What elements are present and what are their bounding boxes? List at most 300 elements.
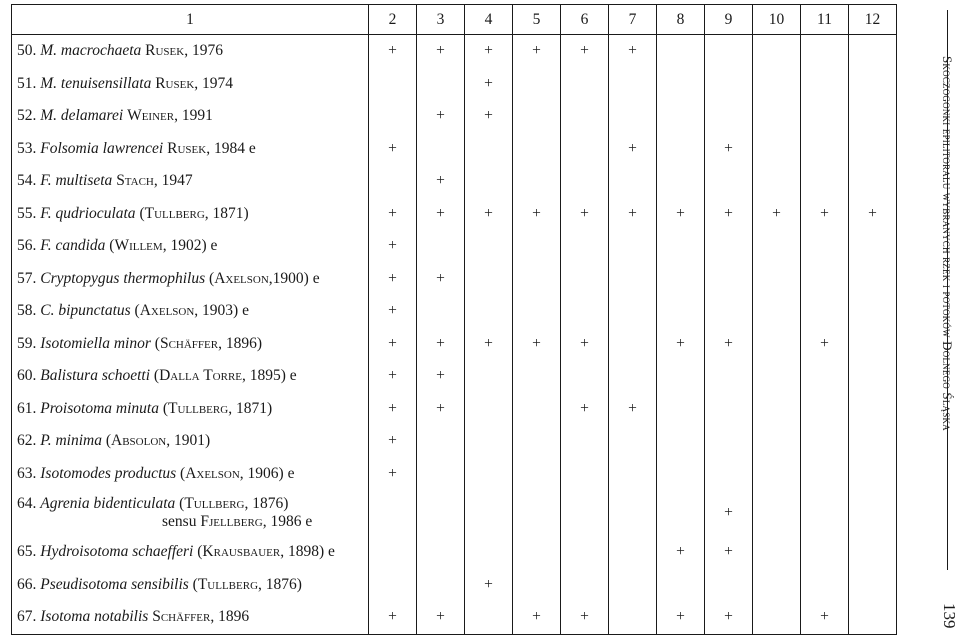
presence-cell (849, 458, 897, 491)
presence-cell (657, 458, 705, 491)
author-name: (Tullberg (162, 399, 229, 417)
author-name: (Tullberg (139, 204, 205, 222)
column-header: 2 (369, 5, 417, 35)
presence-cell: + (657, 198, 705, 231)
species-name: Agrenia bidenticulata (40, 495, 176, 512)
species-cell (12, 393, 369, 426)
presence-cell: + (801, 198, 849, 231)
presence-cell (465, 263, 513, 296)
species-line (17, 576, 302, 593)
species-cell (12, 425, 369, 458)
species-line (17, 335, 262, 352)
column-header: 4 (465, 5, 513, 35)
author-year: , 1906) e (239, 464, 295, 482)
author-name: (Axelson (180, 464, 240, 482)
presence-cell (753, 263, 801, 296)
presence-cell (849, 536, 897, 569)
author-year: , 1896) (218, 334, 263, 352)
row-number: 62. (17, 432, 37, 450)
presence-cell (369, 569, 417, 602)
presence-cell: + (513, 601, 561, 634)
presence-cell (657, 35, 705, 68)
species-line (17, 608, 249, 625)
species-cell (12, 133, 369, 166)
column-header: 5 (513, 5, 561, 35)
table-row (12, 35, 897, 68)
presence-cell (801, 536, 849, 569)
presence-cell (465, 425, 513, 458)
presence-cell: + (465, 35, 513, 68)
presence-cell: + (609, 35, 657, 68)
species-name: Pseudisotoma sensibilis (40, 575, 189, 593)
presence-cell (753, 490, 801, 536)
table-row (12, 263, 897, 296)
presence-cell: + (465, 100, 513, 133)
presence-cell (753, 393, 801, 426)
author-year: , 1898) e (280, 543, 335, 561)
author-year: , 1895) e (242, 367, 297, 385)
presence-cell (369, 165, 417, 198)
presence-cell (465, 601, 513, 634)
presence-cell (513, 165, 561, 198)
presence-cell (705, 100, 753, 133)
presence-cell (465, 536, 513, 569)
species-name: F. qudrioculata (40, 204, 136, 222)
species-name: C. bipunctatus (40, 302, 131, 320)
species-name: M. delamarei (40, 107, 124, 125)
species-distribution-table (11, 4, 897, 635)
author-name: Schäffer (152, 608, 211, 626)
presence-cell (753, 35, 801, 68)
presence-cell (465, 295, 513, 328)
species-line (17, 432, 210, 449)
presence-cell (417, 536, 465, 569)
presence-cell (561, 68, 609, 101)
page-number: 139 (940, 603, 959, 629)
presence-cell (849, 425, 897, 458)
presence-cell (513, 569, 561, 602)
presence-cell: + (753, 198, 801, 231)
species-name: Folsomia lawrencei (40, 139, 164, 157)
presence-cell (801, 35, 849, 68)
presence-cell (801, 490, 849, 536)
presence-cell: + (417, 360, 465, 393)
species-line (17, 172, 193, 189)
presence-cell (849, 263, 897, 296)
species-cell (12, 35, 369, 68)
presence-cell: + (417, 198, 465, 231)
presence-cell (705, 230, 753, 263)
presence-cell (417, 490, 465, 536)
presence-cell (609, 569, 657, 602)
species-cell (12, 360, 369, 393)
species-line (17, 205, 249, 222)
presence-cell: + (369, 35, 417, 68)
table-row (12, 328, 897, 361)
presence-cell: + (369, 230, 417, 263)
author-year: , 1984 e (206, 139, 256, 157)
species-name: Isotomodes productus (40, 464, 177, 482)
author-year: , 1986 e (262, 513, 313, 530)
presence-cell (849, 100, 897, 133)
presence-cell (849, 165, 897, 198)
species-line (17, 400, 272, 417)
presence-cell: + (705, 601, 753, 634)
author-name: (Tullberg (192, 575, 259, 593)
species-cell (12, 458, 369, 491)
presence-cell (801, 569, 849, 602)
presence-cell (465, 490, 513, 536)
species-name: F. candida (40, 237, 106, 255)
author-name: (Tullberg (179, 495, 245, 512)
author-name: (Schäffer (154, 334, 219, 352)
presence-cell (465, 393, 513, 426)
presence-cell (801, 100, 849, 133)
presence-cell: + (561, 601, 609, 634)
species-cell (12, 536, 369, 569)
presence-cell: + (417, 393, 465, 426)
species-line (17, 465, 294, 482)
author-name: Stach (116, 172, 154, 190)
table-row (12, 360, 897, 393)
author-name: Weiner (127, 107, 175, 125)
species-name: Balistura schoetti (40, 367, 151, 385)
presence-cell: + (369, 133, 417, 166)
presence-cell (801, 165, 849, 198)
presence-cell: + (465, 569, 513, 602)
table-row (12, 100, 897, 133)
presence-cell (609, 165, 657, 198)
presence-cell: + (657, 328, 705, 361)
presence-cell (513, 536, 561, 569)
presence-cell (609, 263, 657, 296)
presence-cell (801, 295, 849, 328)
table-row (12, 68, 897, 101)
species-cell (12, 601, 369, 634)
presence-cell (849, 68, 897, 101)
presence-cell (369, 100, 417, 133)
presence-cell: + (705, 198, 753, 231)
presence-cell (801, 425, 849, 458)
presence-cell (465, 165, 513, 198)
species-name: M. macrochaeta (40, 42, 142, 60)
species-name: Cryptopygus thermophilus (40, 269, 206, 287)
presence-cell (609, 425, 657, 458)
presence-cell (657, 295, 705, 328)
presence-cell (705, 165, 753, 198)
author-year: , 1901) (166, 432, 211, 450)
presence-cell (753, 360, 801, 393)
presence-cell (417, 458, 465, 491)
author-year: , 1903) e (194, 302, 249, 320)
species-line (17, 140, 256, 157)
presence-cell: + (369, 328, 417, 361)
author-name: Rusek (145, 42, 185, 60)
species-line (17, 237, 217, 254)
presence-cell: + (801, 601, 849, 634)
author-name: (Willem (109, 237, 163, 255)
presence-cell: + (705, 328, 753, 361)
column-header: 7 (609, 5, 657, 35)
table-row (12, 569, 897, 602)
presence-cell (705, 425, 753, 458)
table-row (12, 601, 897, 634)
species-line (17, 270, 320, 287)
table-row (12, 425, 897, 458)
column-header: 10 (753, 5, 801, 35)
presence-cell (417, 133, 465, 166)
author-name: (Dalla Torre (153, 367, 243, 385)
presence-cell (465, 360, 513, 393)
column-header: 8 (657, 5, 705, 35)
presence-cell (705, 295, 753, 328)
presence-cell (513, 295, 561, 328)
presence-cell (657, 425, 705, 458)
presence-cell (849, 490, 897, 536)
author-year: , 1871) (228, 399, 273, 417)
author-year: , 1871) (204, 204, 249, 222)
species-name: Proisotoma minuta (40, 399, 159, 417)
species-cell (12, 328, 369, 361)
author-name: Rusek (155, 74, 195, 92)
table-row (12, 458, 897, 491)
row-number: 58. (17, 302, 37, 320)
presence-cell (849, 230, 897, 263)
presence-cell: + (705, 536, 753, 569)
presence-cell: + (369, 360, 417, 393)
presence-cell (609, 295, 657, 328)
row-number: 50. (17, 42, 37, 60)
presence-cell (513, 230, 561, 263)
presence-cell (753, 68, 801, 101)
presence-cell (801, 458, 849, 491)
row-number: 56. (17, 237, 37, 255)
presence-cell (657, 68, 705, 101)
presence-cell (705, 458, 753, 491)
presence-cell (849, 295, 897, 328)
species-cell (12, 230, 369, 263)
presence-cell: + (369, 393, 417, 426)
presence-cell (513, 490, 561, 536)
species-line (17, 107, 213, 124)
presence-cell (609, 601, 657, 634)
presence-cell: + (609, 198, 657, 231)
row-number: 54. (17, 172, 37, 190)
author-year: , 1876) (244, 495, 289, 512)
row-number: 57. (17, 269, 37, 287)
species-cell (12, 569, 369, 602)
presence-cell (801, 230, 849, 263)
author-year: , 1974 (194, 74, 234, 92)
presence-cell (657, 263, 705, 296)
presence-cell (609, 458, 657, 491)
row-number: 53. (17, 139, 37, 157)
table-body (12, 35, 897, 635)
presence-cell (609, 68, 657, 101)
presence-cell (753, 328, 801, 361)
presence-cell (657, 230, 705, 263)
presence-cell (417, 230, 465, 263)
species-cell (12, 263, 369, 296)
presence-cell: + (561, 328, 609, 361)
author-name: (Absolon (105, 432, 167, 450)
presence-cell (561, 165, 609, 198)
presence-cell (609, 490, 657, 536)
author-year: , 1902) e (162, 237, 218, 255)
column-header: 3 (417, 5, 465, 35)
presence-cell: + (417, 100, 465, 133)
table-row (12, 490, 897, 536)
presence-cell: + (657, 536, 705, 569)
presence-cell (753, 165, 801, 198)
table-row (12, 230, 897, 263)
presence-cell (849, 328, 897, 361)
running-title: Skoczogonki epilitoralu wybranych rzek i potoków Dolnego Śląska (940, 56, 955, 431)
presence-cell (753, 133, 801, 166)
presence-cell (561, 100, 609, 133)
presence-cell: + (561, 35, 609, 68)
row-number: 61. (17, 399, 37, 417)
presence-cell (561, 230, 609, 263)
species-line (17, 42, 223, 59)
presence-cell: + (465, 328, 513, 361)
presence-cell: + (609, 133, 657, 166)
presence-cell (561, 295, 609, 328)
presence-cell (417, 68, 465, 101)
header-row (12, 5, 897, 35)
presence-cell (369, 536, 417, 569)
presence-cell: + (369, 263, 417, 296)
presence-cell (705, 68, 753, 101)
presence-cell (513, 68, 561, 101)
presence-cell: + (801, 328, 849, 361)
author-year: ,1900) e (268, 269, 320, 287)
presence-cell: + (465, 198, 513, 231)
presence-cell: + (369, 601, 417, 634)
author-name: (Axelson (134, 302, 195, 320)
presence-cell (801, 360, 849, 393)
species-line (17, 495, 288, 512)
row-number: 55. (17, 204, 37, 222)
presence-cell: + (849, 198, 897, 231)
species-cell (12, 68, 369, 101)
presence-cell (561, 490, 609, 536)
species-name: Isotomiella minor (40, 334, 151, 352)
presence-cell (801, 393, 849, 426)
column-header: 11 (801, 5, 849, 35)
presence-cell (561, 536, 609, 569)
presence-cell (513, 425, 561, 458)
row-number: 52. (17, 107, 37, 125)
presence-cell (753, 100, 801, 133)
presence-cell: + (369, 458, 417, 491)
species-name: Hydroisotoma schaefferi (40, 543, 194, 561)
presence-cell (465, 133, 513, 166)
presence-cell (801, 68, 849, 101)
presence-cell (417, 425, 465, 458)
column-header: 6 (561, 5, 609, 35)
presence-cell (705, 35, 753, 68)
presence-cell (657, 490, 705, 536)
row-number: 59. (17, 334, 37, 352)
author-name: (Axelson (209, 269, 269, 287)
table-row (12, 393, 897, 426)
row-number: 51. (17, 74, 37, 92)
presence-cell (465, 230, 513, 263)
presence-cell: + (417, 35, 465, 68)
presence-cell (849, 569, 897, 602)
column-header: 9 (705, 5, 753, 35)
presence-cell: + (513, 328, 561, 361)
presence-cell (705, 393, 753, 426)
presence-cell (753, 458, 801, 491)
presence-cell (513, 360, 561, 393)
presence-cell (753, 425, 801, 458)
presence-cell (561, 569, 609, 602)
sensu-label: sensu (162, 513, 201, 530)
presence-cell: + (657, 601, 705, 634)
presence-cell: + (465, 68, 513, 101)
presence-cell (561, 133, 609, 166)
presence-cell: + (417, 165, 465, 198)
species-line (17, 75, 233, 92)
presence-cell: + (513, 35, 561, 68)
author-year: , 1896 (210, 608, 250, 626)
presence-cell (513, 393, 561, 426)
presence-cell (513, 263, 561, 296)
presence-cell: + (417, 328, 465, 361)
species-name: M. tenuisensillata (40, 74, 152, 92)
presence-cell: + (417, 263, 465, 296)
presence-cell (561, 360, 609, 393)
presence-cell: + (705, 133, 753, 166)
presence-cell: + (369, 425, 417, 458)
presence-cell: + (417, 601, 465, 634)
presence-cell: + (609, 393, 657, 426)
presence-cell (417, 295, 465, 328)
author-name: Fjellberg (200, 513, 263, 530)
presence-cell (705, 360, 753, 393)
presence-cell (609, 360, 657, 393)
presence-cell (465, 458, 513, 491)
presence-cell (705, 263, 753, 296)
presence-cell (561, 263, 609, 296)
table-row (12, 295, 897, 328)
species-cell (12, 165, 369, 198)
presence-cell (609, 230, 657, 263)
species-line (17, 367, 297, 384)
presence-cell: + (705, 490, 753, 536)
presence-cell: + (561, 393, 609, 426)
row-number: 67. (17, 608, 37, 626)
presence-cell (753, 295, 801, 328)
author-year: , 1976 (184, 42, 223, 60)
species-cell (12, 100, 369, 133)
column-header: 12 (849, 5, 897, 35)
author-year: , 1947 (153, 172, 193, 190)
presence-cell (849, 360, 897, 393)
presence-cell (753, 569, 801, 602)
presence-cell (513, 458, 561, 491)
row-number: 64. (17, 495, 37, 512)
species-cell (12, 295, 369, 328)
presence-cell (513, 133, 561, 166)
presence-cell (417, 569, 465, 602)
table-row (12, 198, 897, 231)
species-line (17, 302, 249, 319)
presence-cell (369, 68, 417, 101)
presence-cell (657, 133, 705, 166)
